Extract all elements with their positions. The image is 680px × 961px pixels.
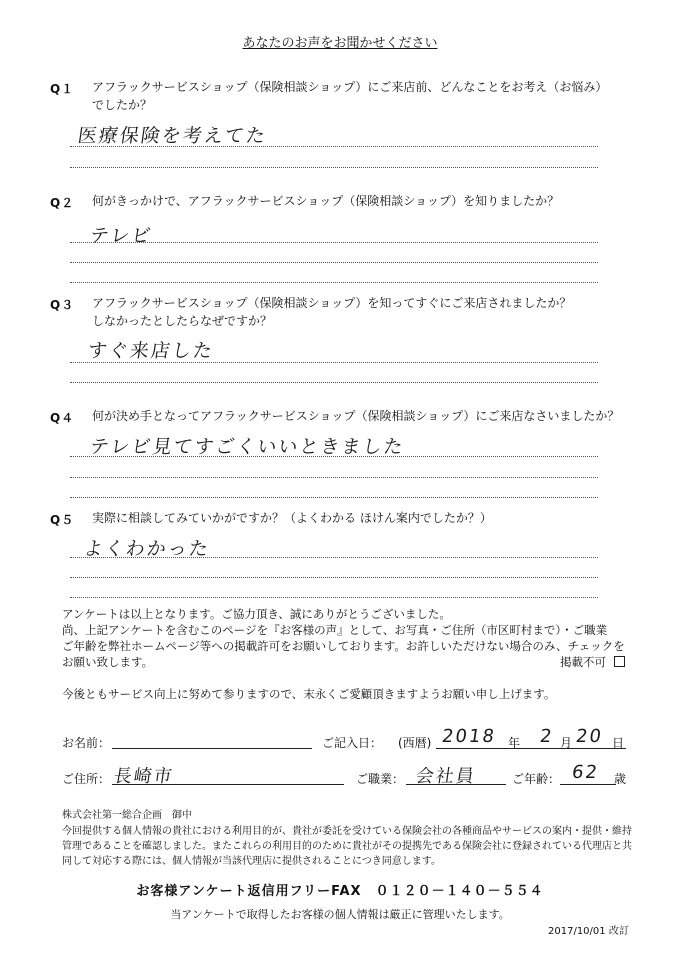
address-value[interactable]: 長崎市: [112, 766, 176, 787]
q2-line1: 何がきっかけで、アフラックサービスショップ（保険相談ショップ）を知りましたか？: [92, 194, 560, 208]
year-value[interactable]: 2018: [440, 726, 498, 747]
q2-answer-line-3: [70, 282, 598, 283]
closing-text: [62, 606, 637, 670]
q3-answer-line-2: [70, 382, 598, 383]
q5-answer-line-1: [70, 557, 598, 558]
closing-permission-2: ご年齢を弊社ホームページ等への掲載許可をお願いしております。お許しいただけない場合のみ、チェックを: [62, 639, 625, 653]
closing-regards: 今後ともサービス向上に努めて参りますので、末永くご愛顧頂きますようお願い申し上げます。: [62, 687, 556, 701]
q4-answer[interactable]: テレビ見てすごくいいときました: [88, 436, 406, 458]
no-publish-label: 掲載不可: [560, 655, 606, 669]
q2-answer-line-1: [70, 242, 598, 243]
job-value[interactable]: 会社員: [414, 766, 478, 787]
revision-date: 2017/10/01 改訂: [548, 926, 629, 937]
q2-number: Q２: [50, 196, 75, 210]
q4-answer-line-2: [70, 477, 598, 478]
q5-line1: 実際に相談してみていかがですか？（よくわかる ほけん案内でしたか？）: [92, 511, 492, 525]
q4-answer-line-1: [70, 456, 598, 457]
q5-text: [92, 509, 652, 527]
year-unit: 年: [508, 736, 521, 750]
address-label: ご住所：: [62, 772, 111, 786]
q4-number: Q４: [50, 411, 75, 425]
q5-answer-line-2: [70, 577, 598, 578]
company-addressee: 株式会社第一総合企画 御中: [62, 810, 192, 821]
q3-line2: しなかったとしたらなぜですか？: [92, 314, 273, 328]
q3-answer-line-1: [70, 362, 598, 363]
q5-number: Q５: [50, 513, 75, 527]
q4-answer-line-3: [70, 497, 598, 498]
q5-answer-line-3: [70, 597, 598, 598]
fax-number: お客様アンケート返信用フリーFAX ０１２０－１４０－５５４: [136, 884, 544, 899]
date-label: ご記入日：: [322, 736, 383, 750]
age-field-line: [560, 784, 616, 785]
closing-permission-1: 尚、上記アンケートを含むこのページを『お客様の声』として、お写真・ご住所（市区町村まで）・ご職業: [62, 623, 608, 637]
q2-text: [92, 192, 652, 210]
q4-text: [92, 407, 652, 425]
q1-text: [92, 78, 652, 114]
age-value[interactable]: 62: [570, 762, 601, 783]
q1-answer-line-1: [70, 146, 598, 147]
q1-number: Q１: [50, 82, 75, 96]
name-label: お名前：: [62, 736, 111, 750]
privacy-consent: [62, 824, 642, 869]
survey-title: あなたのお声をお聞かせください: [242, 36, 438, 51]
age-unit: 歳: [614, 772, 627, 786]
month-unit: 月: [560, 736, 573, 750]
q4-line1: 何が決め手となってアフラックサービスショップ（保険相談ショップ）にご来店なさいましたか？: [92, 409, 620, 423]
q2-answer[interactable]: テレビ: [88, 225, 154, 247]
q1-answer[interactable]: 医療保険を考えてた: [76, 125, 269, 147]
privacy-line-2: 管理であることを確認しました。またこれらの利用目的のために貴社がその提携先である保険会社に登録されている代理店と共: [62, 841, 632, 852]
q3-line1: アフラックサービスショップ（保険相談ショップ）を知ってすぐにご来店されましたか？: [92, 296, 572, 310]
q1-line2: でしたか？: [92, 98, 153, 112]
q5-answer[interactable]: よくわかった: [82, 538, 212, 560]
job-label: ご職業：: [356, 772, 405, 786]
day-unit: 日: [612, 736, 625, 750]
era-label: (西暦): [398, 736, 432, 750]
day-value[interactable]: 20: [574, 726, 605, 747]
date-field-line: [436, 748, 626, 749]
no-publish-option[interactable]: [560, 654, 625, 670]
privacy-note: 当アンケートで取得したお客様の個人情報は厳正に管理いたします。: [170, 908, 510, 921]
closing-thanks: アンケートは以上となります。ご協力頂き、誠にありがとうございました。: [62, 607, 451, 621]
q3-text: [92, 294, 652, 330]
closing-permission-3: お願い致します。: [62, 655, 154, 669]
privacy-line-1: 今回提供する個人情報の貴社における利用目的が、貴社が委託を受けている保険会社の各種商品やサービスの案内・提供・維持: [62, 826, 632, 837]
no-publish-checkbox[interactable]: [614, 656, 625, 667]
q3-number: Q３: [50, 298, 75, 312]
q2-answer-line-2: [70, 262, 598, 263]
q1-answer-line-2: [70, 167, 598, 168]
privacy-line-3: 同して対応する際には、個人情報が当該代理店に提供されることにつき同意します。: [62, 856, 441, 867]
q3-answer[interactable]: すぐ来店した: [86, 340, 216, 362]
q1-line1: アフラックサービスショップ（保険相談ショップ）にご来店前、どんなことをお考え（お悩み）: [92, 80, 608, 94]
age-label: ご年齢：: [512, 772, 561, 786]
month-value[interactable]: 2: [538, 726, 555, 747]
name-field[interactable]: [112, 748, 312, 749]
